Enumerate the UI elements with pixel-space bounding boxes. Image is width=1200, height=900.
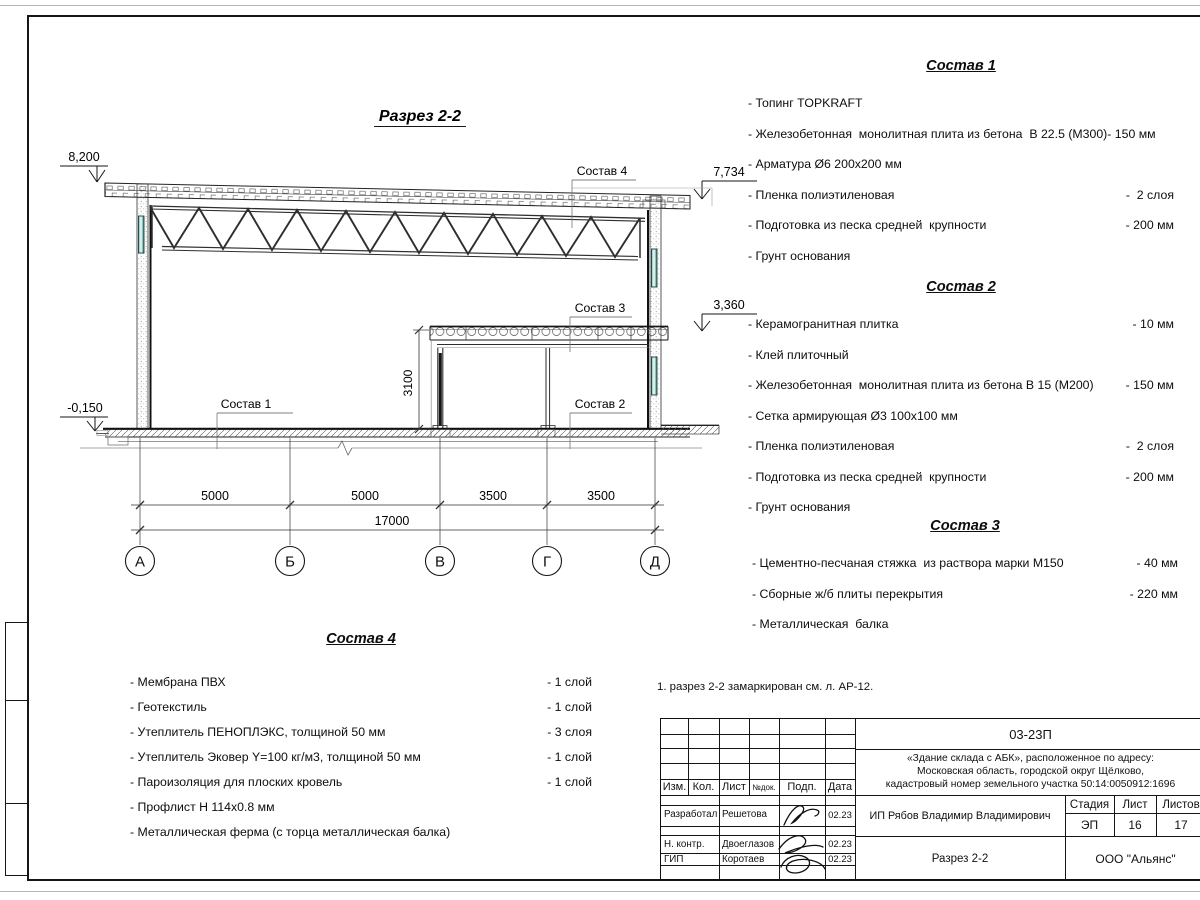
object-description bbox=[855, 752, 1200, 791]
sheet-title: Разрез 2-2 bbox=[931, 852, 989, 865]
layer-name: - Грунт основания bbox=[748, 248, 851, 263]
doc-number: 03-23П bbox=[1009, 726, 1052, 742]
composition-list-2 bbox=[748, 279, 1174, 531]
svg-text:3,360: 3,360 bbox=[713, 298, 745, 312]
svg-text:-0,150: -0,150 bbox=[67, 401, 103, 415]
list-item bbox=[748, 348, 1174, 362]
column-highlight-left bbox=[139, 216, 145, 253]
layer-name: - Сетка армирующая Ø3 100х100 мм bbox=[748, 408, 958, 423]
signature-developer bbox=[779, 799, 825, 831]
mezzanine-slab bbox=[430, 327, 668, 430]
list-item bbox=[748, 188, 1174, 202]
name-gip: Коротаев bbox=[722, 854, 765, 865]
col-kol: Кол. bbox=[692, 781, 715, 793]
svg-text:Состав 3: Состав 3 bbox=[574, 301, 626, 315]
layer-value: - 1 слой bbox=[547, 675, 592, 689]
page-top-edge bbox=[0, 5, 1200, 6]
sheets-label: Листов bbox=[1162, 798, 1200, 811]
layer-value: - 3 слоя bbox=[547, 725, 592, 739]
svg-text:3500: 3500 bbox=[479, 489, 507, 503]
right-wall bbox=[643, 196, 665, 429]
layer-name: - Железобетонная монолитная плита из бетона В 15 (М200) bbox=[748, 378, 1094, 392]
layer-value: - 2 слоя bbox=[1125, 439, 1174, 453]
dimension-mezzanine-height bbox=[401, 326, 432, 433]
layer-value: - 10 мм bbox=[1132, 317, 1174, 331]
object-line: Московская область, городской округ Щёлково, bbox=[916, 766, 1145, 777]
list-item bbox=[748, 470, 1174, 484]
svg-text:5000: 5000 bbox=[351, 489, 379, 503]
composition-list-1 bbox=[748, 58, 1174, 279]
list-item bbox=[130, 675, 592, 689]
date-gip: 02.23 bbox=[828, 853, 852, 865]
composition-title: Состав 1 bbox=[926, 58, 996, 74]
page-bottom-edge bbox=[0, 891, 1200, 892]
section-title-text: Разрез 2-2 bbox=[378, 108, 462, 125]
list-item bbox=[748, 157, 1174, 171]
break-symbol bbox=[338, 441, 352, 455]
signature-gip bbox=[771, 831, 833, 881]
col-podp: Подп. bbox=[787, 781, 817, 793]
layer-value: - 1 слой bbox=[547, 775, 592, 789]
frame-top bbox=[27, 15, 1200, 17]
elevation-mark-roof-left bbox=[60, 150, 108, 182]
list-item bbox=[130, 725, 592, 739]
layer-name: - Подготовка из песка средней крупности bbox=[748, 469, 987, 484]
stage-value: ЭП bbox=[1080, 817, 1099, 832]
object-line: «Здание склада с АБК», расположенное по адресу: bbox=[906, 753, 1155, 764]
layer-name: - Сборные ж/б плиты перекрытия bbox=[752, 586, 944, 601]
svg-text:Д: Д bbox=[649, 553, 661, 571]
svg-text:3100: 3100 bbox=[401, 369, 415, 397]
list-item bbox=[130, 750, 592, 764]
list-item bbox=[748, 500, 1174, 514]
client-name: ИП Рябов Владимир Владимирович bbox=[869, 809, 1051, 822]
svg-text:Состав 1: Состав 1 bbox=[220, 397, 272, 411]
svg-text:8,200: 8,200 bbox=[68, 150, 100, 164]
col-data: Дата bbox=[827, 781, 853, 793]
list-item bbox=[130, 825, 592, 839]
svg-text:17000: 17000 bbox=[374, 514, 410, 528]
list-item bbox=[748, 96, 1174, 110]
sheet-label: Лист bbox=[1122, 798, 1148, 811]
sheet-value: 16 bbox=[1128, 817, 1142, 832]
layer-name: - Утеплитель ПЕНОПЛЭКС, толщиной 50 мм bbox=[130, 725, 386, 739]
list-item bbox=[748, 409, 1174, 423]
composition-title: Состав 2 bbox=[926, 279, 996, 295]
list-item bbox=[752, 617, 1178, 631]
layer-name: - Утеплитель Эковер Y=100 кг/м3, толщиной 50 мм bbox=[130, 750, 421, 764]
section-drawing bbox=[35, 95, 765, 590]
layer-value: - 200 мм bbox=[1125, 469, 1174, 484]
left-wall bbox=[137, 184, 151, 429]
layer-name: - Геотекстиль bbox=[130, 700, 207, 714]
sheets-value: 17 bbox=[1174, 817, 1188, 832]
name-ncontrol: Двоеглазов bbox=[722, 839, 775, 850]
layer-name: - Арматура Ø6 200х200 мм bbox=[748, 157, 902, 171]
svg-text:А: А bbox=[134, 553, 146, 571]
elevation-mark-floor bbox=[60, 401, 108, 431]
layer-value: - 1 слой bbox=[547, 700, 592, 714]
ground-floor bbox=[80, 425, 719, 455]
layer-name: - Пленка полиэтиленовая bbox=[748, 439, 895, 453]
list-item bbox=[752, 556, 1178, 570]
svg-text:В: В bbox=[434, 553, 446, 571]
frame-left bbox=[27, 15, 29, 880]
roof-truss bbox=[150, 206, 645, 260]
stage-label: Стадия bbox=[1069, 798, 1110, 811]
list-item bbox=[748, 127, 1174, 141]
layer-name: - Керамогранитная плитка bbox=[748, 317, 899, 331]
column-highlight-right-lower bbox=[652, 357, 658, 395]
svg-text:5000: 5000 bbox=[201, 489, 229, 503]
layer-value: - 220 мм bbox=[1129, 586, 1178, 601]
column-highlight-right-upper bbox=[652, 249, 658, 287]
date-ncontrol: 02.23 bbox=[828, 838, 852, 850]
name-developer: Решетова bbox=[722, 809, 767, 820]
list-item bbox=[130, 800, 592, 814]
layer-name: - Металлическая ферма (с торца металлическая балка) bbox=[130, 825, 451, 839]
object-line: кадастровый номер земельного участка 50:14:0050912:1696 bbox=[885, 779, 1176, 790]
layer-name: - Подготовка из песка средней крупности bbox=[748, 218, 987, 232]
dimension-chain bbox=[131, 438, 664, 545]
mezzanine-columns bbox=[433, 348, 555, 429]
date-developer: 02.23 bbox=[828, 810, 852, 821]
list-item bbox=[130, 700, 592, 714]
layer-name: - Цементно-песчаная стяжка из раствора марки М150 bbox=[752, 556, 1064, 570]
roof-deck bbox=[105, 183, 690, 209]
layer-name: - Железобетонная монолитная плита из бетона В 22.5 (М300)- 150 мм bbox=[748, 126, 1156, 141]
svg-text:Г: Г bbox=[542, 553, 552, 571]
layer-name: - Мембрана ПВХ bbox=[130, 675, 226, 689]
role-developer: Разработал bbox=[664, 809, 718, 820]
svg-text:Состав 2: Состав 2 bbox=[574, 397, 626, 411]
composition-list-3 bbox=[752, 518, 1178, 648]
list-item bbox=[748, 439, 1174, 453]
role-gip: ГИП bbox=[664, 854, 684, 865]
company-name: ООО "Альянс" bbox=[1095, 851, 1176, 866]
layer-name: - Пароизоляция для плоских кровель bbox=[130, 775, 343, 789]
layer-name: - Металлическая балка bbox=[752, 617, 889, 631]
composition-list-4 bbox=[130, 631, 592, 850]
list-item bbox=[748, 218, 1174, 232]
list-item bbox=[752, 587, 1178, 601]
list-item bbox=[130, 775, 592, 789]
col-list: Лист bbox=[722, 781, 746, 793]
grid-bubbles bbox=[126, 547, 670, 576]
layer-name: - Профлист Н 114х0.8 мм bbox=[130, 800, 275, 814]
svg-text:Б: Б bbox=[285, 553, 295, 571]
layer-value: - 2 слоя bbox=[1125, 187, 1174, 202]
layer-name: - Грунт основания bbox=[748, 500, 851, 514]
list-item bbox=[748, 249, 1174, 263]
note-text: 1. разрез 2-2 замаркирован см. л. АР-12. bbox=[657, 681, 874, 693]
svg-text:3500: 3500 bbox=[587, 489, 615, 503]
col-ndok: №док. bbox=[752, 782, 776, 792]
section-title bbox=[374, 108, 466, 127]
list-item bbox=[748, 378, 1174, 392]
layer-name: - Клей плиточный bbox=[748, 347, 849, 362]
composition-title: Состав 3 bbox=[930, 518, 1000, 534]
layer-value: - 150 мм bbox=[1125, 378, 1174, 392]
svg-text:Состав 4: Состав 4 bbox=[576, 164, 628, 178]
layer-value: - 40 мм bbox=[1136, 556, 1178, 570]
layer-value: - 1 слой bbox=[547, 750, 592, 764]
svg-text:7,734: 7,734 bbox=[713, 165, 745, 179]
layer-name: - Топинг TOPKRAFT bbox=[748, 96, 863, 110]
title-block bbox=[660, 718, 1200, 880]
list-item bbox=[748, 317, 1174, 331]
composition-title: Состав 4 bbox=[326, 631, 396, 647]
col-izm: Изм. bbox=[662, 781, 687, 793]
layer-name: - Пленка полиэтиленовая bbox=[748, 187, 895, 202]
layer-value: - 200 мм bbox=[1125, 218, 1174, 232]
role-ncontrol: Н. контр. bbox=[664, 839, 705, 850]
